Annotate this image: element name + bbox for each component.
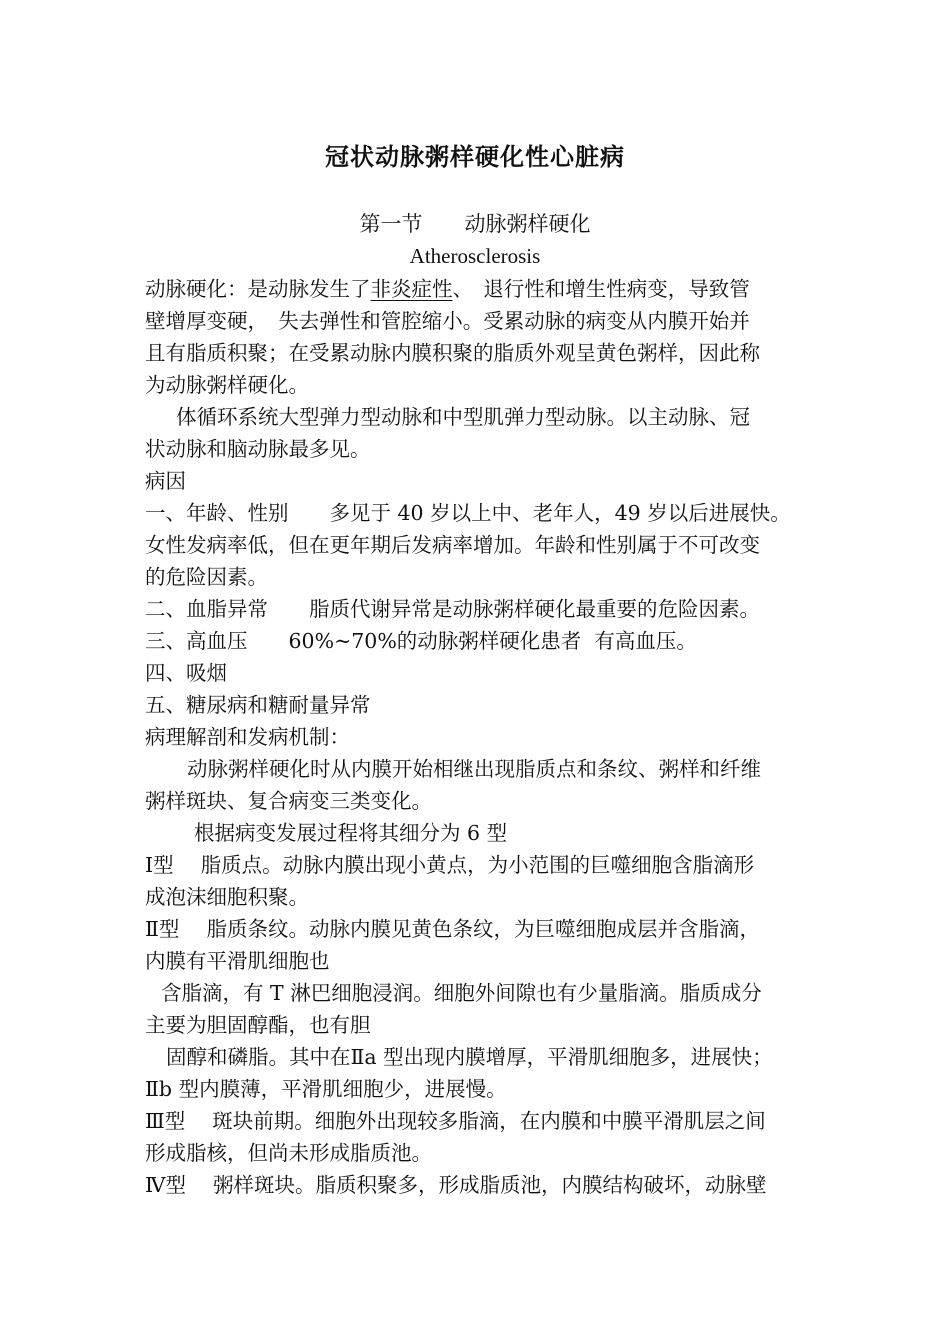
pathology-heading: 病理解剖和发病机制： [145,725,350,749]
type-4-line-1: Ⅳ型 粥样斑块。脂质积聚多，形成脂质池，内膜结构破坏，动脉壁 [145,1173,767,1197]
definition-line-2: 壁增厚变硬， 失去弹性和管腔缩小。受累动脉的病变从内膜开始并 [145,309,750,333]
type-1-line-1: Ⅰ型 脂质点。动脉内膜出现小黄点，为小范围的巨噬细胞含脂滴形 [145,853,755,877]
type-2-line-3: 含脂滴，有 T 淋巴细胞浸润。细胞外间隙也有少量脂滴。脂质成分 [161,981,762,1005]
page-title: 冠状动脉粥样硬化性心脏病 [325,143,625,171]
definition-text: 动脉硬化：是动脉发生了 [145,277,371,301]
type-2-line-2: 内膜有平滑肌细胞也 [145,949,330,973]
factor-lipid: 二、血脂异常 脂质代谢异常是动脉粥样硬化最重要的危险因素。 [145,597,760,621]
factor-age-line-1: 一、年龄、性别 多见于 40 岁以上中、老年人，49 岁以后进展快。 [145,501,791,525]
type-2-line-5: 固醇和磷脂。其中在Ⅱa 型出现内膜增厚，平滑肌细胞多，进展快； [166,1045,773,1069]
type-2-line-1: Ⅱ型 脂质条纹。动脉内膜见黄色条纹，为巨噬细胞成层并含脂滴， [145,917,760,941]
factor-hypertension: 三、高血压 60%~70%的动脉粥样硬化患者 有高血压。 [145,629,697,653]
underlined-term: 非炎症性 [370,277,453,301]
factor-diabetes: 五、糖尿病和糖耐量异常 [145,693,371,717]
etiology-heading: 病因 [145,469,186,493]
pathology-para-1-line-2: 粥样斑块、复合病变三类变化。 [145,789,432,813]
pathology-para-2: 根据病变发展过程将其细分为 6 型 [194,821,508,845]
pathology-para-1-line-1: 动脉粥样硬化时从内膜开始相继出现脂质点和条纹、粥样和纤维 [187,757,761,781]
definition-line-3: 且有脂质积聚；在受累动脉内膜积聚的脂质外观呈黄色粥样，因此称 [145,341,760,365]
distribution-line-1: 体循环系统大型弹力型动脉和中型肌弹力型动脉。以主动脉、冠 [176,405,750,429]
type-1-line-2: 成泡沫细胞积聚。 [145,885,309,909]
type-3-line-1: Ⅲ型 斑块前期。细胞外出现较多脂滴，在内膜和中膜平滑肌层之间 [145,1109,766,1133]
section-heading: 第一节 动脉粥样硬化 [359,212,591,236]
factor-smoking: 四、吸烟 [145,661,227,685]
factor-age-line-3: 的危险因素。 [145,565,268,589]
definition-line-1 [145,273,810,305]
type-2-line-4: 主要为胆固醇酯，也有胆 [145,1013,371,1037]
section-subtitle: Atherosclerosis [409,244,541,268]
factor-age-line-2: 女性发病率低，但在更年期后发病率增加。年龄和性别属于不可改变 [145,533,760,557]
type-3-line-2: 形成脂核，但尚未形成脂质池。 [145,1141,432,1165]
definition-text: 、 退行性和增生性病变，导致管 [452,277,750,301]
type-2-line-6: Ⅱb 型内膜薄，平滑肌细胞少，进展慢。 [145,1077,507,1101]
definition-line-4: 为动脉粥样硬化。 [145,373,309,397]
document-body [145,273,810,1201]
distribution-line-2: 状动脉和脑动脉最多见。 [145,437,371,461]
